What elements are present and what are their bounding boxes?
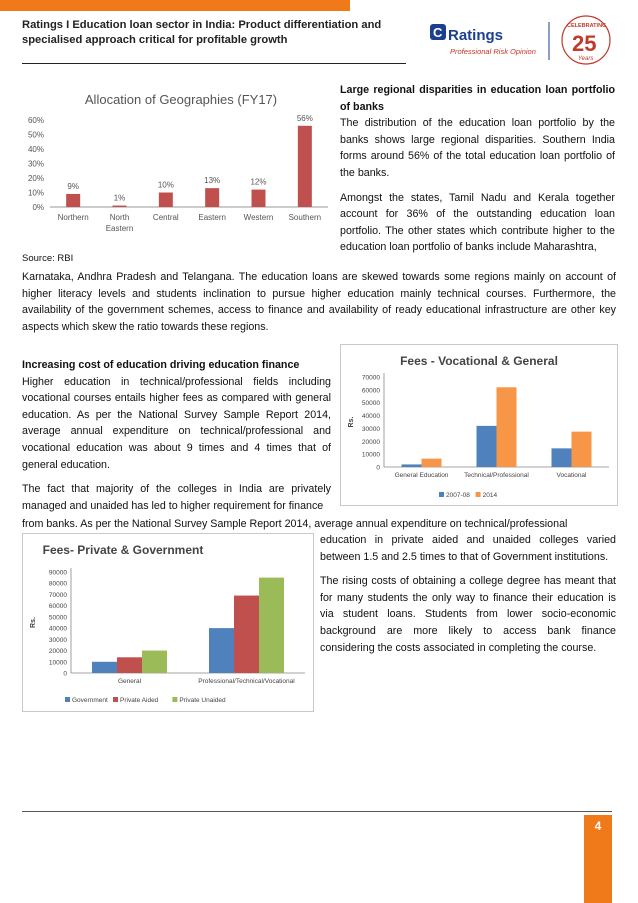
bar <box>422 459 442 467</box>
badge-text: CELEBRATING <box>567 23 607 29</box>
y-tick-label: 0 <box>376 464 380 472</box>
chart-source: Source: RBI <box>22 253 74 264</box>
data-label: 10% <box>157 180 174 190</box>
x-tick-label: General Education <box>394 472 449 479</box>
data-label: 13% <box>204 176 221 186</box>
top-accent-bar <box>0 0 350 11</box>
y-tick-label: 0 <box>63 670 67 678</box>
y-tick-label: 80000 <box>48 580 67 588</box>
bar <box>66 194 80 207</box>
footer-divider <box>22 811 612 812</box>
y-axis-label: Rs. <box>30 617 37 628</box>
badge-sub: Years <box>578 56 594 62</box>
y-axis-label: Rs. <box>348 416 355 428</box>
bar <box>552 448 572 467</box>
chart-title: Fees- Private & Government <box>42 543 204 557</box>
y-tick-label: 90000 <box>48 569 67 577</box>
section2-paragraph1: Higher education in technical/professional fields including vocational courses entails higher fees as compared with general education. As per the National Survey Sample Report 2014, average annual expenditure on technical/professional and vocational education was about 9 times and 4 times that of general education. <box>22 375 331 471</box>
bar <box>209 628 234 673</box>
allocation-of-geographies-chart <box>22 80 340 248</box>
y-tick-label: 40000 <box>48 625 67 633</box>
y-tick-label: 60000 <box>361 387 380 395</box>
data-label: 9% <box>67 181 79 191</box>
legend-label: 2014 <box>482 492 498 499</box>
header-divider <box>22 63 406 64</box>
bar <box>117 657 142 673</box>
section-increasing-cost <box>22 357 331 514</box>
bar <box>142 651 167 673</box>
data-label: 56% <box>296 113 313 123</box>
x-tick-label: Northern <box>57 213 89 222</box>
badge-number: 25 <box>572 31 597 56</box>
bar <box>497 387 517 467</box>
y-tick-label: 20000 <box>361 438 380 446</box>
bar <box>402 464 422 467</box>
section2-paragraph3: The rising costs of obtaining a college degree has meant that for many students the only way to finance their education is via student loans. Students from lower socio-economic background are more likely to access bank finance considering the costs associated in completing the course. <box>320 575 616 654</box>
section2-paragraph2b: from banks. As per the National Survey Sample Report 2014, average annual expenditure on technical/professional <box>22 518 568 530</box>
x-tick-label: North <box>109 213 130 222</box>
section1-paragraph1: The distribution of the education loan portfolio by the banks shows large regional disparities. Southern India forms around 56% of the total education loan portfolio of the banks. <box>340 117 615 179</box>
x-tick-label: Professional/Technical/Vocational <box>198 678 295 685</box>
legend-swatch <box>172 697 177 702</box>
y-tick-label: 10% <box>27 188 44 198</box>
bar <box>205 188 219 207</box>
y-tick-label: 50000 <box>361 400 380 408</box>
bar <box>92 662 117 673</box>
x-tick-label: Technical/Professional <box>464 472 529 479</box>
section2-heading: Increasing cost of education driving education finance <box>22 359 300 371</box>
y-tick-label: 70000 <box>361 374 380 382</box>
care-ratings-logo <box>428 14 623 66</box>
section1-continuation: Karnataka, Andhra Pradesh and Telangana. The education loans are skewed towards some regions mainly on account of higher literacy levels and students inclination to pursue higher education mainly technical courses. Furthermore, the availability of the government schemes, access to finance and availability of ready educational infrastructure are other key aspects which skew the ratio towards these regions. <box>22 271 616 333</box>
legend-label: Government <box>72 697 108 704</box>
bar <box>572 432 592 467</box>
bar <box>159 193 173 208</box>
bar <box>234 596 259 673</box>
fees-vocational-general-chart <box>340 344 618 506</box>
bar <box>298 126 312 207</box>
bar <box>477 426 497 467</box>
legend-label: Private Unaided <box>179 697 226 704</box>
y-tick-label: 30% <box>27 159 44 169</box>
legend-label: Private Aided <box>120 697 159 704</box>
x-tick-label: General <box>117 678 142 685</box>
svg-text:C: C <box>433 25 443 40</box>
data-label: 12% <box>250 177 267 187</box>
bar <box>113 206 127 207</box>
y-tick-label: 60% <box>27 116 44 125</box>
y-tick-label: 20000 <box>48 648 67 656</box>
section1-heading: Large regional disparities in education loan portfolio of banks <box>340 84 615 113</box>
legend-swatch <box>113 697 118 702</box>
y-tick-label: 30000 <box>361 425 380 433</box>
legend-swatch <box>439 492 444 497</box>
logo-brand: Ratings <box>448 27 504 44</box>
y-tick-label: 10000 <box>361 451 380 459</box>
legend-swatch <box>65 697 70 702</box>
data-label: 1% <box>113 193 126 203</box>
y-tick-label: 20% <box>27 174 44 183</box>
legend-label: 2007-08 <box>446 492 470 499</box>
section1-paragraph2: Amongst the states, Tamil Nadu and Kerala together account for 36% of the outstanding education loan portfolio. The other states which contribute higher to the education loan portfolio of banks include Maharashtra, <box>340 191 615 254</box>
chart-title: Allocation of Geographies (FY17) <box>84 92 278 107</box>
logo-tagline: Professional Risk Opinion <box>450 47 536 56</box>
bar <box>259 578 284 673</box>
section-regional-disparities <box>340 82 615 256</box>
y-tick-label: 70000 <box>48 591 67 599</box>
legend-swatch <box>476 492 481 497</box>
page-number-tab <box>584 815 612 903</box>
x-tick-label: Central <box>152 213 179 222</box>
y-tick-label: 0% <box>32 203 44 212</box>
fees-private-government-chart <box>22 533 314 712</box>
bar <box>252 190 266 207</box>
y-tick-label: 50% <box>27 130 44 140</box>
y-tick-label: 40000 <box>361 413 380 421</box>
report-header-title: Ratings I Education loan sector in India: Product differentiation and specialised approach critical for profitable growth <box>22 19 382 46</box>
section2-paragraph2a: The fact that majority of the colleges in India are privately managed and unaided has led to higher requirement for finance <box>22 483 331 512</box>
y-tick-label: 10000 <box>48 659 67 667</box>
y-tick-label: 40% <box>27 145 44 154</box>
x-tick-label: Eastern <box>105 224 134 233</box>
y-tick-label: 30000 <box>48 636 67 644</box>
x-tick-label: Southern <box>288 213 322 222</box>
y-tick-label: 50000 <box>48 614 67 622</box>
section2-right-column <box>320 532 616 664</box>
y-tick-label: 60000 <box>48 603 67 611</box>
chart-title: Fees - Vocational & General <box>400 354 558 368</box>
section2-paragraph2c: education in private aided and unaided colleges varied between 1.5 and 2.5 times to that of Government institutions. <box>320 534 616 563</box>
x-tick-label: Western <box>243 213 274 222</box>
x-tick-label: Eastern <box>198 213 226 222</box>
x-tick-label: Vocational <box>556 472 587 479</box>
page-number: 4 <box>594 819 602 833</box>
